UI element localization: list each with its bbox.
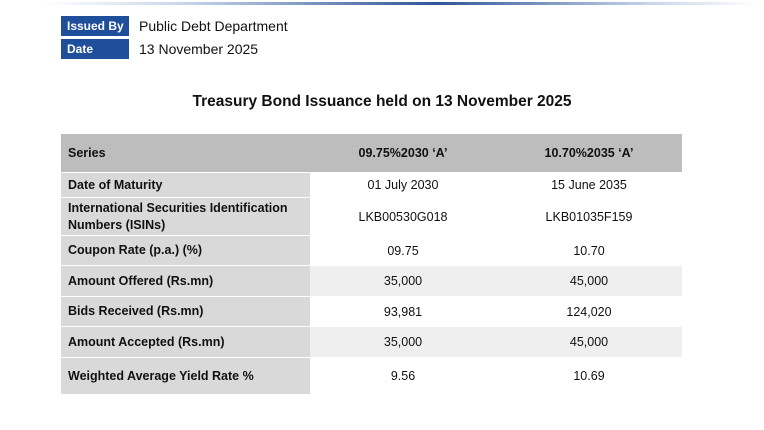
bond-issuance-table bbox=[61, 134, 682, 394]
cell-series-1: 35,000 bbox=[310, 327, 496, 358]
cell-series-2: 10.69 bbox=[496, 358, 682, 395]
row-label: Bids Received (Rs.mn) bbox=[61, 297, 310, 327]
date-value: 13 November 2025 bbox=[139, 41, 259, 57]
table-row bbox=[61, 198, 682, 236]
issued-by-tag: Issued By bbox=[61, 16, 129, 36]
table-row bbox=[61, 266, 682, 297]
row-label: Date of Maturity bbox=[61, 173, 310, 198]
cell-series-1: 09.75 bbox=[310, 236, 496, 266]
issued-by-value: Public Debt Department bbox=[139, 18, 288, 34]
table-row bbox=[61, 327, 682, 358]
table-row bbox=[61, 173, 682, 198]
cell-series-2: 124,020 bbox=[496, 297, 682, 327]
row-label: Amount Accepted (Rs.mn) bbox=[61, 327, 310, 358]
cell-series-1: 9.56 bbox=[310, 358, 496, 395]
date-row bbox=[61, 39, 288, 59]
issuance-meta bbox=[61, 16, 288, 62]
cell-series-2: 10.70 bbox=[496, 236, 682, 266]
page-title: Treasury Bond Issuance held on 13 November 2025 bbox=[192, 93, 572, 110]
cell-series-1: LKB00530G018 bbox=[310, 198, 496, 236]
row-label: Amount Offered (Rs.mn) bbox=[61, 266, 310, 297]
row-label: International Securities Identification Numbers (ISINs) bbox=[61, 198, 310, 236]
header-series-label: Series bbox=[61, 134, 310, 173]
row-label: Weighted Average Yield Rate % bbox=[61, 358, 310, 395]
cell-series-1: 93,981 bbox=[310, 297, 496, 327]
cell-series-2: 45,000 bbox=[496, 327, 682, 358]
cell-series-1: 35,000 bbox=[310, 266, 496, 297]
issued-by-row bbox=[61, 16, 288, 36]
row-label: Coupon Rate (p.a.) (%) bbox=[61, 236, 310, 266]
header-series-1: 09.75%2030 ‘A’ bbox=[310, 134, 496, 173]
date-tag: Date bbox=[61, 39, 129, 59]
table-header-row bbox=[61, 134, 682, 173]
cell-series-1: 01 July 2030 bbox=[310, 173, 496, 198]
cell-series-2: 15 June 2035 bbox=[496, 173, 682, 198]
cell-series-2: LKB01035F159 bbox=[496, 198, 682, 236]
table-row bbox=[61, 358, 682, 395]
table-row bbox=[61, 236, 682, 266]
cell-series-2: 45,000 bbox=[496, 266, 682, 297]
header-series-2: 10.70%2035 ‘A’ bbox=[496, 134, 682, 173]
top-divider bbox=[40, 2, 760, 5]
table-row bbox=[61, 297, 682, 327]
